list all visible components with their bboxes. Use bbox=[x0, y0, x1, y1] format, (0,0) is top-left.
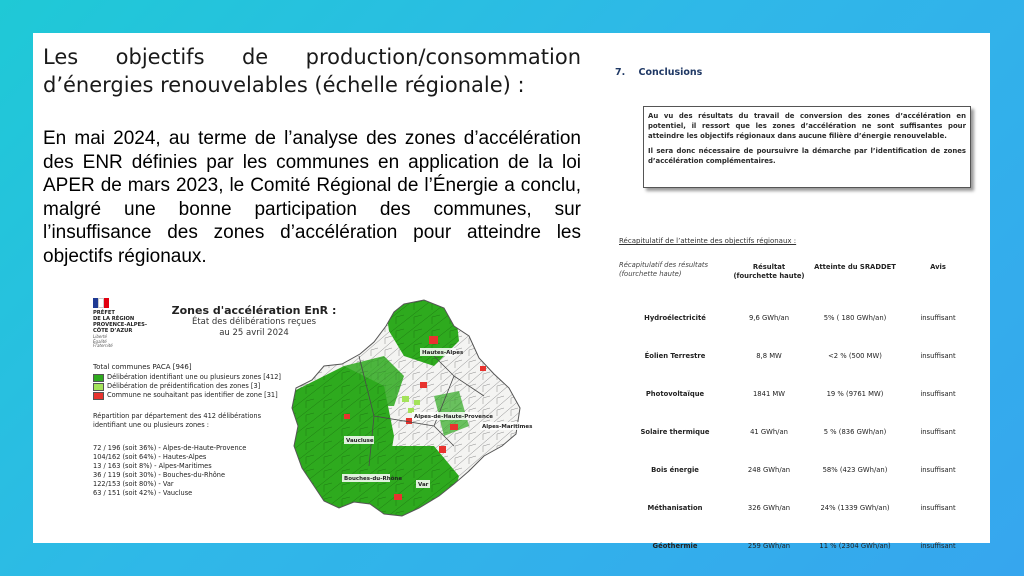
table-row bbox=[619, 413, 979, 451]
logo-motto bbox=[93, 335, 153, 349]
repartition-list bbox=[93, 444, 246, 499]
row-result: 1841 MW bbox=[752, 390, 786, 398]
prefet-logo bbox=[93, 298, 153, 349]
repartition-item: 72 / 196 (soit 36%) - Alpes-de-Haute-Provence bbox=[93, 444, 247, 452]
conclusion-paragraph: Au vu des résultats du travail de conversion des zones d’accélération en potentiel, il ressort que les zones d’accélération ne sont suffisantes pour atteindre les objectifs régionaux dans aucune filière d’énergie renouvelable. bbox=[648, 112, 966, 140]
slide bbox=[33, 33, 990, 550]
legend-item bbox=[93, 391, 281, 400]
repartition-item: 104/162 (soit 64%) - Hautes-Alpes bbox=[93, 453, 207, 462]
recap-title: Récapitulatif de l’atteinte des objectifs régionaux : bbox=[619, 237, 797, 245]
slide-paragraph: En mai 2024, au terme de l’analyse des zones d’accélération des ENR définies par les communes en application de la loi APER de mars 2023, le Comité Régional de l’Énergie a conclu, malgré une bonne participation des communes, sur l’insuffisance des zones d’accélération pour atteindre les objectifs régionaux. bbox=[43, 128, 581, 267]
header-cell: Atteinte du SRADDET bbox=[814, 263, 896, 271]
row-label: Géothermie bbox=[652, 542, 698, 550]
map-label-vaucluse: Vaucluse bbox=[346, 438, 374, 444]
row-result: 8,8 MW bbox=[756, 352, 782, 360]
row-result: 326 GWh/an bbox=[747, 504, 791, 512]
paca-map bbox=[284, 296, 533, 528]
row-target: 19 % (9761 MW) bbox=[826, 390, 884, 398]
repartition-item: 36 / 119 (soit 30%) - Bouches-du-Rhône bbox=[93, 471, 226, 480]
section-number: 7. bbox=[615, 67, 626, 78]
row-target: 11 % (2304 GWh/an) bbox=[819, 542, 891, 550]
table-row bbox=[619, 375, 979, 413]
logo-line: CÔTE D’AZUR bbox=[93, 328, 133, 334]
row-label: Éolien Terrestre bbox=[644, 352, 706, 360]
legend-label: Délibération identifiant une ou plusieurs zones [412] bbox=[107, 373, 281, 381]
row-result: 248 GWh/an bbox=[747, 466, 791, 474]
row-target: 5% ( 180 GWh/an) bbox=[823, 314, 887, 322]
section-title: Conclusions bbox=[638, 67, 703, 78]
table-row bbox=[619, 527, 979, 565]
map-label-am: Alpes-Maritimes bbox=[482, 424, 533, 430]
map-legend bbox=[89, 296, 337, 528]
table-row bbox=[619, 451, 979, 489]
legend-item bbox=[93, 373, 281, 382]
logo-motto-line: Liberté bbox=[93, 334, 108, 339]
french-flag-icon bbox=[93, 298, 109, 308]
table-row bbox=[619, 489, 979, 527]
slide-title: Les objectifs de production/consommation d’énergies renouvelables (échelle régionale) : bbox=[43, 45, 581, 97]
map-title: Zones d'accélération EnR : bbox=[171, 304, 337, 317]
row-label: Solaire thermique bbox=[640, 428, 710, 436]
table-row bbox=[619, 337, 979, 375]
row-label: Hydroélectricité bbox=[644, 314, 706, 322]
header-cell: Avis bbox=[930, 263, 946, 271]
legend-swatch bbox=[93, 392, 104, 400]
row-verdict: insuffisant bbox=[920, 390, 956, 398]
conclusion-paragraph: Il sera donc nécessaire de poursuivre la démarche par l’identification de zones d’accélération complémentaires. bbox=[648, 147, 966, 165]
row-verdict: insuffisant bbox=[920, 352, 956, 360]
row-verdict: insuffisant bbox=[920, 314, 956, 322]
header-cell: Résultat (fourchette haute) bbox=[733, 263, 805, 280]
logo-line: DE LA RÉGION bbox=[93, 316, 135, 322]
map-figure bbox=[89, 296, 533, 528]
row-label: Méthanisation bbox=[647, 504, 703, 512]
row-verdict: insuffisant bbox=[920, 428, 956, 436]
table-row bbox=[619, 299, 979, 337]
repartition-item: 122/153 (soit 80%) - Var bbox=[93, 480, 174, 489]
map-label-var: Var bbox=[418, 482, 429, 488]
legend-item bbox=[93, 382, 281, 391]
logo-motto-line: Égalité bbox=[93, 338, 107, 344]
repartition-item: 63 / 151 (soit 42%) - Vaucluse bbox=[93, 489, 193, 498]
row-result: 41 GWh/an bbox=[750, 428, 788, 436]
legend-total: Total communes PACA [946] bbox=[93, 363, 192, 371]
logo-motto-line: Fraternité bbox=[93, 343, 113, 348]
map-date: au 25 avril 2024 bbox=[219, 328, 289, 338]
map-label-bdr: Bouches-du-Rhône bbox=[344, 476, 403, 482]
header-cell: Récapitulatif des résultats (fourchette haute) bbox=[619, 261, 709, 278]
map-label-hautes-alpes: Hautes-Alpes bbox=[422, 350, 464, 356]
map-subtitle: État des délibérations reçues bbox=[191, 317, 317, 327]
map-region bbox=[284, 296, 525, 528]
row-label: Photovoltaïque bbox=[645, 390, 705, 398]
row-verdict: insuffisant bbox=[920, 466, 956, 474]
row-label: Bois énergie bbox=[651, 466, 699, 474]
legend-swatch bbox=[93, 374, 104, 382]
row-target: <2 % (500 MW) bbox=[828, 352, 882, 360]
map-label-ahp: Alpes-de-Haute-Provence bbox=[414, 414, 493, 420]
legend-swatch bbox=[93, 383, 104, 391]
row-target: 24% (1339 GWh/an) bbox=[820, 504, 890, 512]
conclusion-box bbox=[643, 106, 971, 188]
legend-label: Commune ne souhaitant pas identifier de zone [31] bbox=[107, 391, 278, 399]
legend-items bbox=[93, 373, 281, 400]
logo-line: PRÉFET bbox=[93, 310, 115, 316]
conclusions-document bbox=[605, 61, 980, 550]
row-target: 58% (423 GWh/an) bbox=[822, 466, 888, 474]
section-heading bbox=[615, 67, 702, 78]
row-result: 259 GWh/an bbox=[747, 542, 791, 550]
logo-line: PROVENCE-ALPES- bbox=[93, 322, 148, 328]
row-result: 9,6 GWh/an bbox=[748, 314, 790, 322]
table-header bbox=[619, 261, 979, 299]
recap-table bbox=[619, 261, 979, 565]
row-target: 5 % (836 GWh/an) bbox=[823, 428, 887, 436]
legend-label: Délibération de préidentification des zones [3] bbox=[107, 382, 261, 390]
repartition-heading: Répartition par département des 412 délibérations identifiant une ou plusieurs zones : bbox=[93, 412, 262, 429]
row-verdict: insuffisant bbox=[920, 542, 956, 550]
row-verdict: insuffisant bbox=[920, 504, 956, 512]
repartition-item: 13 / 163 (soit 8%) - Alpes-Maritimes bbox=[93, 462, 212, 471]
